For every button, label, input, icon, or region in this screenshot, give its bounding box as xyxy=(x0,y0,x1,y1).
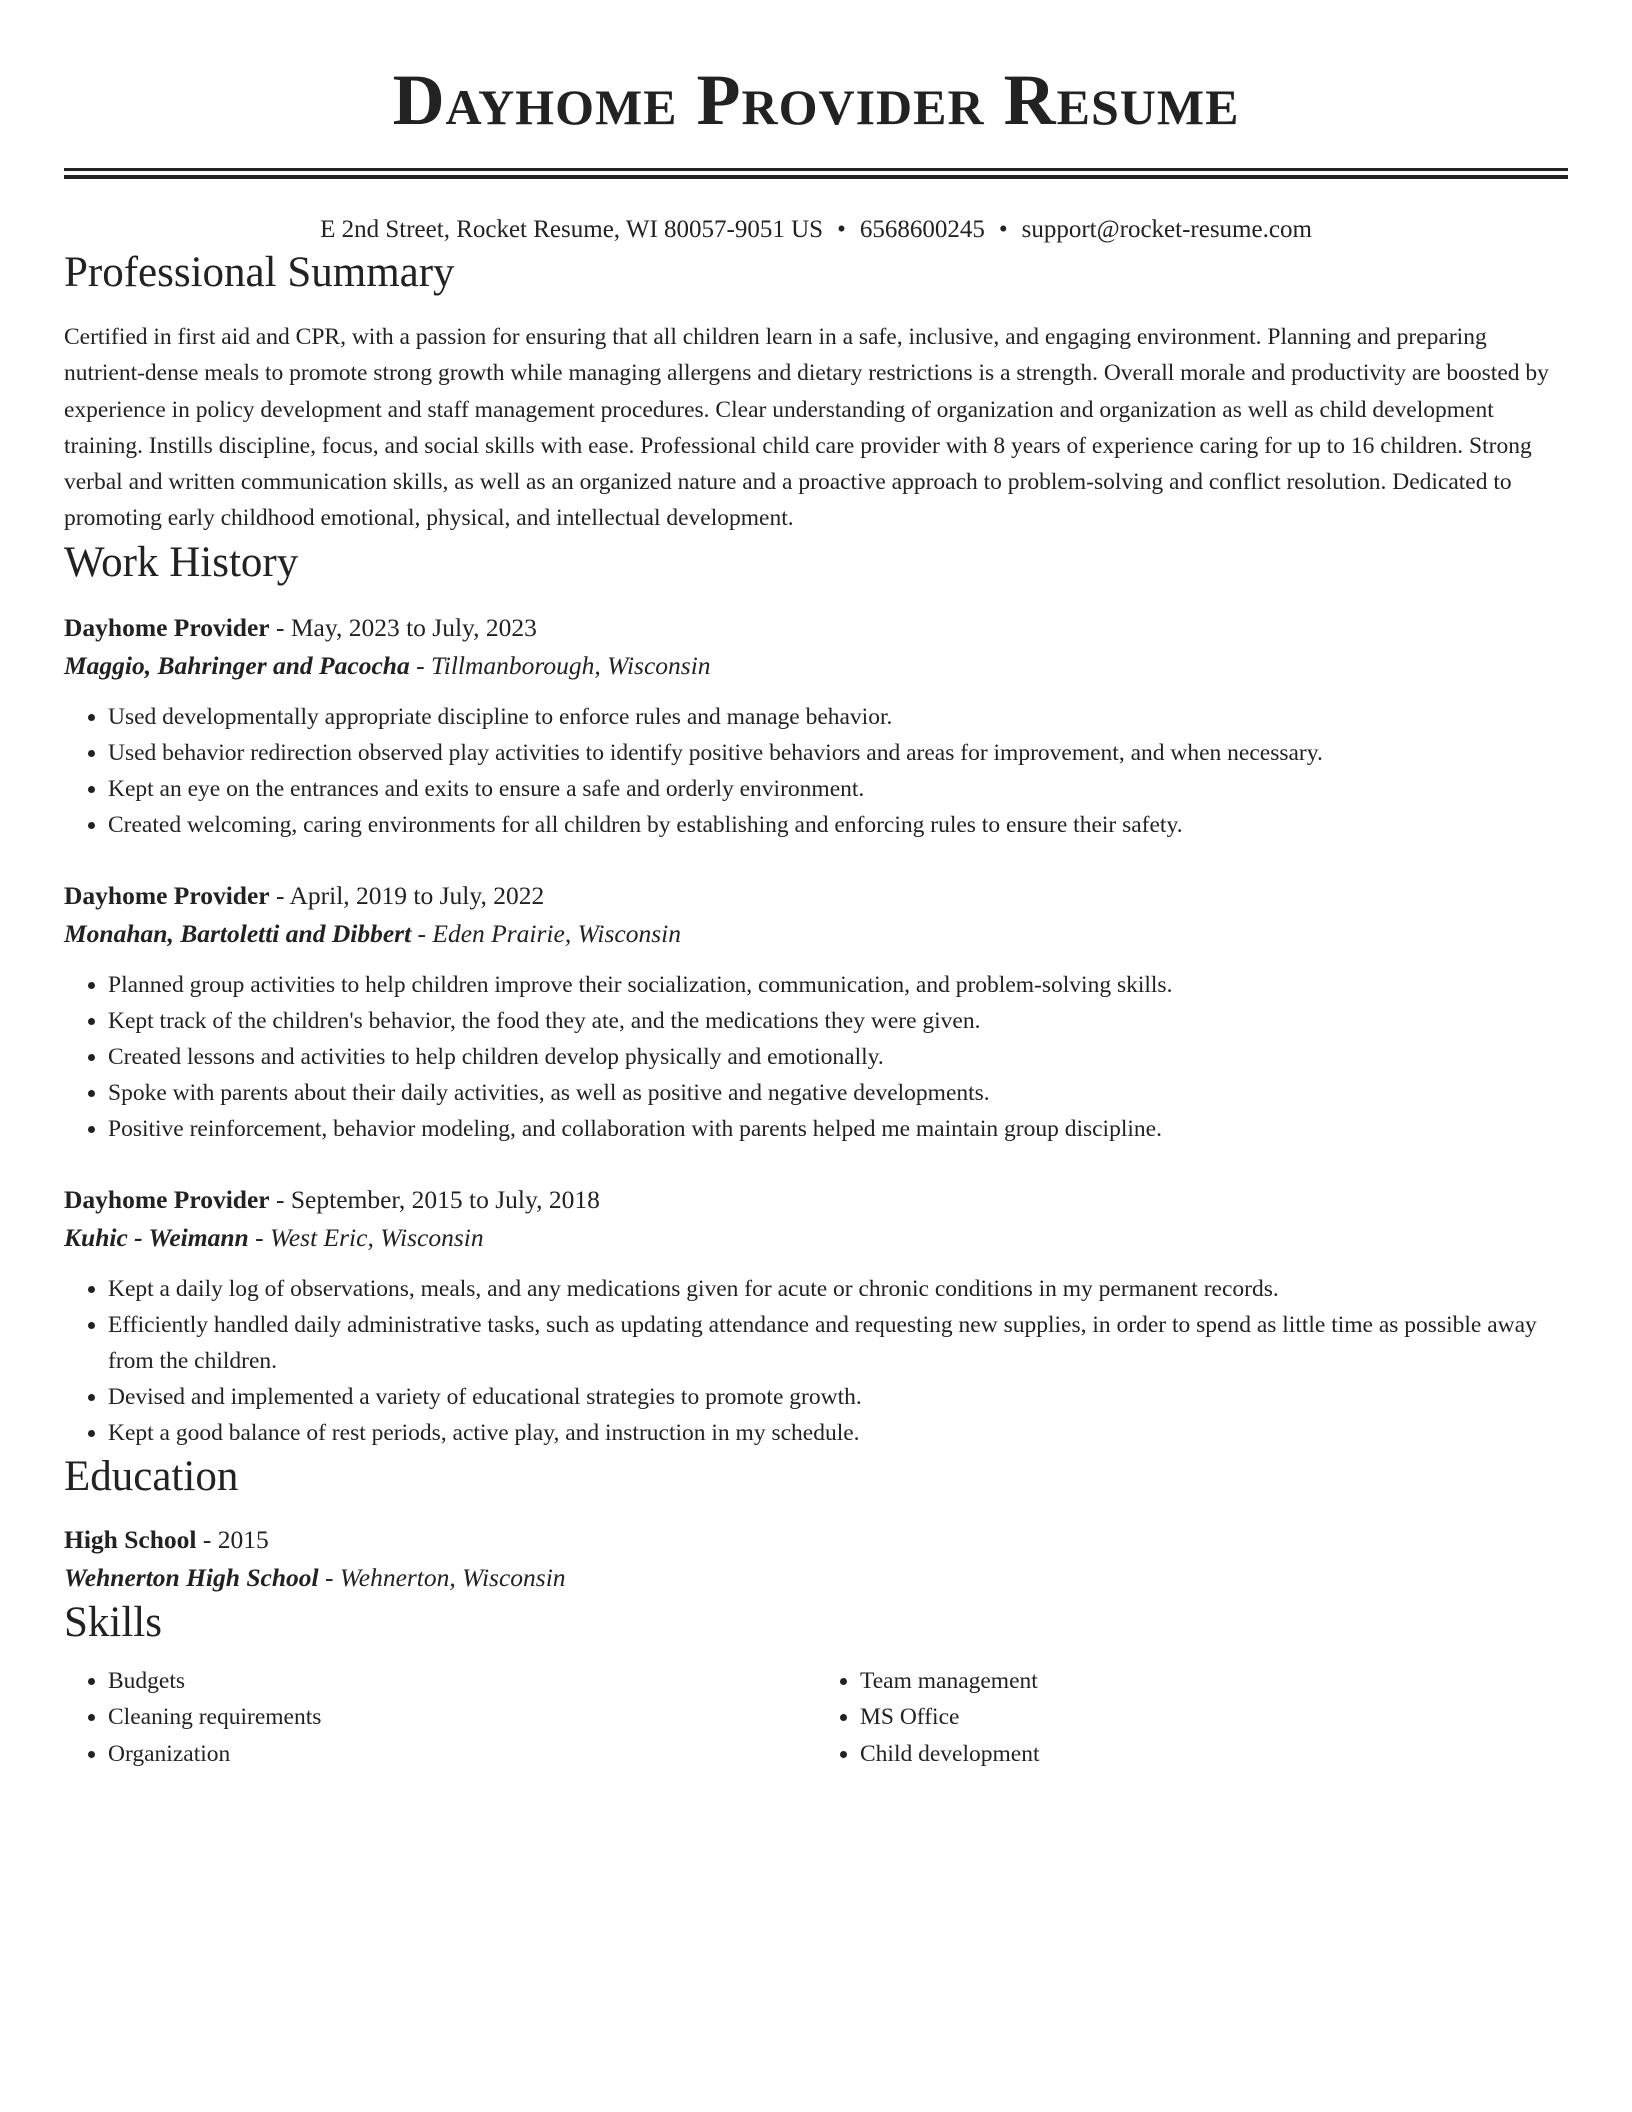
contact-line xyxy=(64,213,1568,247)
list-item: • Kept track of the children's behavior, the food they ate, and the medications they were given. xyxy=(108,1003,1568,1039)
summary-heading: Professional Summary xyxy=(64,249,455,296)
education-location: Wehnerton, Wisconsin xyxy=(339,1562,566,1592)
job-bullets xyxy=(64,699,1568,843)
education-entry xyxy=(64,1521,1568,1597)
list-item: • Spoke with parents about their daily activities, as well as positive and negative developments. xyxy=(108,1075,1568,1111)
job-employer: Maggio, Bahringer and Pacocha - Tillmanborough, Wisconsin xyxy=(64,650,711,680)
list-item: • Child development xyxy=(860,1736,1568,1773)
job-entry xyxy=(64,877,1568,1147)
job-location: West Eric, Wisconsin xyxy=(269,1222,484,1252)
education-header: High School - 2015 xyxy=(64,1524,269,1554)
education-school-line: Wehnerton High School - Wehnerton, Wisconsin xyxy=(64,1562,566,1592)
work-history-heading: Work History xyxy=(64,538,299,586)
contact-separator: • xyxy=(837,216,846,243)
job-title: Dayhome Provider xyxy=(64,612,270,642)
list-item: • Efficiently handled daily administrative tasks, such as updating attendance and requesting new supplies, in order to spend as little time as possible away from the children. xyxy=(108,1307,1568,1379)
education-heading: Education xyxy=(64,1452,239,1500)
list-item: • Team management xyxy=(860,1663,1568,1700)
list-item: • Cleaning requirements xyxy=(108,1699,816,1736)
education-school: Wehnerton High School xyxy=(64,1562,319,1592)
list-item: • MS Office xyxy=(860,1699,1568,1736)
skills-heading: Skills xyxy=(64,1598,162,1646)
job-location: Tillmanborough, Wisconsin xyxy=(430,650,711,680)
job-header: Dayhome Provider - September, 2015 to July, 2018 xyxy=(64,1184,600,1214)
job-entry xyxy=(64,1181,1568,1451)
list-item: • Positive reinforcement, behavior modeling, and collaboration with parents helped me maintain group discipline. xyxy=(108,1111,1568,1147)
job-title: Dayhome Provider xyxy=(64,1184,270,1214)
list-item: • Planned group activities to help children improve their socialization, communication, and problem-solving skills. xyxy=(108,967,1568,1003)
job-title: Dayhome Provider xyxy=(64,880,270,910)
skills-grid xyxy=(64,1663,1568,1773)
job-header: Dayhome Provider - May, 2023 to July, 2023 xyxy=(64,612,537,642)
job-dates: May, 2023 to July, 2023 xyxy=(290,612,537,642)
skills-column-left xyxy=(64,1663,816,1773)
education-year: 2015 xyxy=(217,1524,269,1554)
job-company: Kuhic - Weimann xyxy=(64,1222,249,1252)
title-divider xyxy=(64,168,1568,171)
list-item: • Created lessons and activities to help children develop physically and emotionally. xyxy=(108,1039,1568,1075)
job-company: Maggio, Bahringer and Pacocha xyxy=(64,650,410,680)
skills-column-right xyxy=(816,1663,1568,1773)
contact-email: support@rocket-resume.com xyxy=(1021,216,1312,243)
list-item: • Organization xyxy=(108,1736,816,1773)
job-bullets xyxy=(64,967,1568,1147)
page-title: Dayhome Provider Resume xyxy=(392,60,1240,140)
contact-address: E 2nd Street, Rocket Resume, WI 80057-9051 US xyxy=(320,216,824,243)
job-employer: Kuhic - Weimann - West Eric, Wisconsin xyxy=(64,1222,484,1252)
job-location: Eden Prairie, Wisconsin xyxy=(432,918,682,948)
contact-separator: • xyxy=(998,216,1008,243)
education-degree: High School xyxy=(64,1524,197,1554)
job-company: Monahan, Bartoletti and Dibbert xyxy=(64,918,412,948)
job-header: Dayhome Provider - April, 2019 to July, 2022 xyxy=(64,880,545,910)
contact-phone: 6568600245 xyxy=(859,216,985,243)
list-item: • Kept a good balance of rest periods, active play, and instruction in my schedule. xyxy=(108,1415,1568,1451)
job-employer: Monahan, Bartoletti and Dibbert - Eden Prairie, Wisconsin xyxy=(64,918,682,948)
job-dates: April, 2019 to July, 2022 xyxy=(289,880,545,910)
list-item: • Budgets xyxy=(108,1663,816,1700)
job-bullets xyxy=(64,1271,1568,1451)
list-item: • Created welcoming, caring environments for all children by establishing and enforcing rules to ensure their safety. xyxy=(108,807,1568,843)
list-item: • Kept an eye on the entrances and exits to ensure a safe and orderly environment. xyxy=(108,771,1568,807)
list-item: • Used developmentally appropriate discipline to enforce rules and manage behavior. xyxy=(108,699,1568,735)
list-item: • Used behavior redirection observed play activities to identify positive behaviors and areas for improvement, and when necessary. xyxy=(108,735,1568,771)
list-item: • Devised and implemented a variety of educational strategies to promote growth. xyxy=(108,1379,1568,1415)
summary-text: Certified in first aid and CPR, with a passion for ensuring that all children learn in a safe, inclusive, and engaging environment. Planning and preparing nutrient-dense meals to promote strong growth while managing allergens and dietary restrictions is a strength. Overall morale and productivity are boosted by experience in policy development and staff management procedures. Clear understanding of organization and organization as well as child development training. Instills discipline, focus, and social skills with ease. Professional child care provider with 8 years of experience caring for up to 16 children. Strong verbal and written communication skills, as well as an organized nature and a proactive approach to problem-solving and conflict resolution. Dedicated to promoting early childhood emotional, physical, and intellectual development. xyxy=(64,324,1549,532)
list-item: • Kept a daily log of observations, meals, and any medications given for acute or chronic conditions in my permanent records. xyxy=(108,1271,1568,1307)
job-dates: September, 2015 to July, 2018 xyxy=(290,1184,600,1214)
job-entry xyxy=(64,609,1568,843)
